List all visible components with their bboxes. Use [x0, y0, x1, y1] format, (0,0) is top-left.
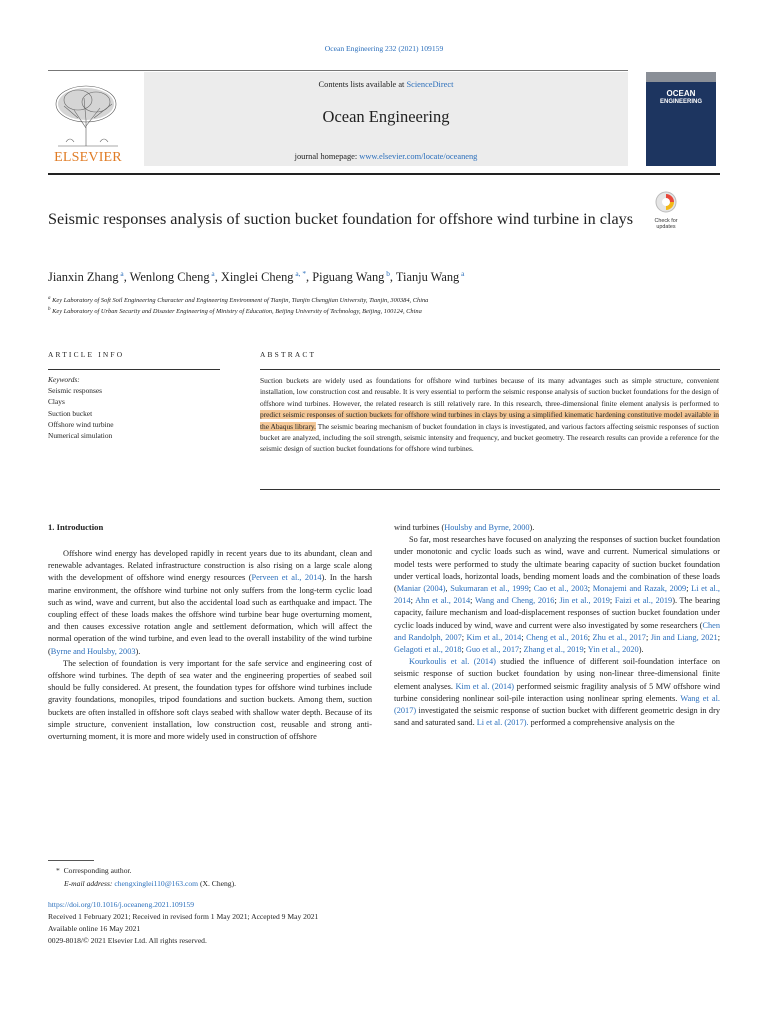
paragraph-text: studied the influence of different soil-foundation interface on seismic response of suction bucket foundation by using non-linear three-dimensional finite element analyses. — [394, 657, 720, 691]
keyword-item: Numerical simulation — [48, 431, 113, 441]
homepage-link[interactable]: www.elsevier.com/locate/oceaneng — [359, 152, 478, 161]
paragraph-text: ; — [645, 632, 651, 642]
paragraph-text: ; — [528, 584, 534, 594]
author-affiliation-mark[interactable]: b — [384, 269, 390, 278]
author-name[interactable]: Wenlong Cheng — [129, 270, 210, 285]
citation-link[interactable]: Cheng et al., 2016 — [526, 632, 588, 642]
affiliation-b: $^b$ Key Laboratory of Urban Security and Disaster Engineering of Ministry of Education, Beijing University of Technology, Beijing, 100124, China — [48, 307, 422, 316]
paragraph-text: ; — [583, 645, 588, 655]
author-separator: , — [306, 270, 313, 285]
footnote-rule — [48, 860, 94, 861]
journal-name: Ocean Engineering — [322, 107, 450, 126]
cover-title — [646, 90, 716, 106]
intro-paragraph-2 — [48, 658, 372, 743]
paragraph-text: performed a comprehensive analysis on the — [528, 718, 675, 728]
intro-paragraph-3 — [394, 534, 720, 656]
citation-link[interactable]: Perveen et al., 2014 — [251, 573, 322, 583]
author-affiliation-mark[interactable]: a — [209, 269, 215, 278]
paragraph-text: Offshore wind energy has developed rapidly in recent years due to its abundant, clean and renewable advantages. Related infrastructure construction is also rising on a large scale along with the development of offshore wind energy resources ( — [48, 549, 372, 583]
citation-link[interactable]: Zhang et al., 2019 — [523, 645, 584, 655]
intro-paragraph-4 — [394, 656, 720, 729]
paragraph-text: So far, most researches have focused on analyzing the responses of suction bucket foundation under monotonic and cyclic loads such as wind, wave and current. Numerical simulations or model tests were performed to study the ultimate bearing capacity of suction bucket foundation under vertical loads, horizontal loads, bending moment loads and the combination of these loads ( — [394, 535, 720, 594]
paragraph-text: wind turbines ( — [394, 523, 445, 532]
abstract-heading: ABSTRACT — [260, 350, 317, 359]
cover-title-line-2: ENGINEERING — [659, 99, 702, 105]
author-separator: , — [123, 270, 130, 285]
paragraph-text: ). In the harsh marine environment, the offshore wind turbine not only suffers from the long-term cyclic load such as wind, wave and current, but also the accidental load such as earthquake and impact. The coupling effect of these loads makes the offshore wind turbine bear huge overturning moment, and then causes excessive rotation angle and settlement deformation, which will affect the normal operation of the wind turbine, and even lead to the overall instability of the wind turbine ( — [48, 573, 372, 656]
citation-link[interactable]: Sukumaran et al., 1999 — [450, 584, 529, 594]
author-list — [48, 269, 688, 285]
paragraph-text: ; — [470, 596, 475, 606]
citation-link[interactable]: Kim et al., 2014 — [466, 632, 522, 642]
citation-link[interactable]: Houlsby and Byrne, 2000 — [444, 523, 530, 532]
citation-link[interactable]: Maniar (2004) — [396, 584, 446, 594]
author-affiliation-mark[interactable]: a, * — [293, 269, 307, 278]
sciencedirect-link[interactable]: ScienceDirect — [406, 80, 454, 89]
publisher-name: ELSEVIER — [54, 150, 122, 165]
abstract-rule-bottom — [260, 489, 720, 490]
author-separator: , — [214, 270, 221, 285]
paragraph-text: ). — [135, 646, 141, 656]
intro-paragraph-1 — [48, 548, 372, 658]
article-title: Seismic responses analysis of suction bucket foundation for offshore wind turbine in clays — [48, 210, 634, 228]
article-info-rule — [48, 369, 220, 370]
abstract-before: Suction buckets are widely used as foundations for offshore wind turbines because of its many advantages such as simple structure, convenient installation, low construction cost and reusable. It is very essential to perform the seismic response analysis of suction bucket foundations for the design of offshore wind turbines. However, the related research is still relatively rare. In this research, three-dimensional finite element analysis is performed to — [260, 376, 719, 408]
abstract-text — [260, 375, 719, 455]
citation-link[interactable]: Kim et al. (2014) — [455, 681, 515, 691]
citation-link[interactable]: Yin et al., 2020 — [587, 645, 639, 655]
journal-cover[interactable] — [646, 72, 716, 166]
header-rule — [48, 70, 628, 71]
keyword-item: Seismic responses — [48, 386, 102, 396]
paragraph-text: ; — [461, 645, 466, 655]
email-footnote: E-mail address: chengxinglei110@163.com (X. Cheng). — [64, 879, 237, 888]
email-link[interactable]: chengxinglei110@163.com — [114, 879, 199, 888]
paragraph-text: ; — [609, 596, 615, 606]
author-affiliation-mark[interactable]: a — [118, 269, 124, 278]
abstract-after: The seismic bearing mechanism of bucket foundation in clays is investigated, and various factors affecting seismic responses of suction bucket are analyzed, including the soil strength, seismic intensity and frequency, and bucket geometry. The research results can provide a reference for the seismic design of suction bucket foundations for offshore wind turbines. — [260, 421, 719, 454]
check-updates-icon — [648, 191, 684, 213]
intro-paragraph-continued — [394, 522, 720, 534]
citation-link[interactable]: Wang and Cheng, 2016 — [474, 596, 555, 606]
paragraph-text: ; — [587, 584, 593, 594]
citation-link[interactable]: Gelagoti et al., 2018 — [394, 645, 462, 655]
cover-band — [646, 72, 716, 82]
citation-link[interactable]: Kourkoulis et al. (2014) — [409, 657, 496, 667]
citation-link[interactable]: Zhu et al., 2017 — [592, 632, 646, 642]
keywords-label: Keywords: — [48, 375, 80, 384]
citation-link[interactable]: Chen and Randolph, 2007 — [394, 620, 720, 642]
keywords-block — [48, 374, 218, 441]
paragraph-text: performed seismic fragility analysis of 5 MW offshore wind turbine considering nonlinear soil-pile interaction using nonlinear spring elements. — [394, 681, 720, 703]
citation-link[interactable]: Byrne and Houlsby, 2003 — [50, 646, 136, 656]
paragraph-text: ; — [587, 632, 593, 642]
paragraph-text: ; — [686, 584, 692, 594]
available-online: Available online 16 May 2021 — [48, 924, 141, 933]
citation-link[interactable]: Faizi et al., 2019 — [614, 596, 673, 606]
paragraph-text: ; — [521, 632, 527, 642]
citation-link[interactable]: Li et al. (2017). — [476, 718, 529, 728]
citation-link[interactable]: Wang et al. (2017) — [394, 693, 720, 716]
journal-reference[interactable]: Ocean Engineering 232 (2021) 109159 — [324, 44, 444, 53]
paragraph-text: The selection of foundation is very important for the safe service and engineering cost of offshore wind turbines. The depth of sea water and the engineering properties of seabed soil should be fully considered. At present, the foundation types for offshore wind turbines include gravity foundations, monopiles, tripod foundations and suction buckets. Among them, suction buckets are often installed in offshore soft clays seabed with shallow water depth. Because of its simple structure, convenient installation, low construction cost, reusable and strong anti-overturning moment, it is more and more widely used in construction of offshore — [48, 658, 372, 742]
paragraph-text: ). — [529, 523, 535, 532]
citation-link[interactable]: Jin and Liang, 2021 — [650, 632, 718, 642]
contents-prefix: Contents lists available at — [318, 80, 407, 89]
keyword-item: Clays — [48, 397, 65, 407]
paragraph-text: ). The bearing capacity, failure mechanism and load-displacement responses of suction bucket foundation under cyclic loads induced by wind, wave and current were also investigated by some researchers ( — [394, 596, 720, 630]
article-info-heading: ARTICLE INFO — [48, 350, 125, 359]
cover-title-line-1: OCEAN — [666, 89, 696, 98]
left-column — [48, 548, 372, 743]
affiliation-a: $^a$ Key Laboratory of Soft Soil Engineering Character and Engineering Environment of Tianjin, Tianjin Chengjian University, Tianjin, 300384, China — [48, 296, 429, 305]
right-column — [394, 522, 720, 729]
paragraph-text: ; — [410, 596, 416, 606]
abstract-rule-top — [260, 369, 720, 370]
keyword-item: Suction bucket — [48, 408, 93, 418]
homepage-prefix: journal homepage: — [294, 152, 360, 161]
received-dates: Received 1 February 2021; Received in revised form 1 May 2021; Accepted 9 May 2021 — [48, 912, 319, 921]
badge-line-1: Check for — [654, 218, 678, 224]
contents-line — [144, 80, 628, 89]
check-for-updates-badge[interactable] — [648, 191, 684, 229]
abstract-highlight: predict seismic responses of suction buckets for offshore wind turbines in clays by using a simplified kinematic hardening constitutive model available in the Abaqus library. — [260, 410, 719, 431]
keyword-item: Offshore wind turbine — [48, 419, 114, 429]
badge-line-2: updates — [656, 224, 676, 230]
paragraph-text: , — [445, 584, 451, 594]
author-name[interactable]: Jianxin Zhang — [48, 270, 119, 285]
citation-link[interactable]: Li et al., 2014 — [394, 584, 720, 606]
journal-homepage — [144, 152, 628, 161]
citation-link[interactable]: Cao et al., 2003 — [533, 584, 588, 594]
citation-link[interactable]: Guo et al., 2017 — [465, 645, 520, 655]
author-name[interactable]: Tianju Wang — [395, 270, 460, 285]
author-separator: , — [389, 270, 396, 285]
author-affiliation-mark[interactable]: a — [459, 269, 465, 278]
citation-link[interactable]: Ahn et al., 2014 — [415, 596, 471, 606]
paragraph-text: ). — [638, 645, 644, 655]
copyright-line: 0029-8018/© 2021 Elsevier Ltd. All rights reserved. — [48, 936, 207, 945]
section-heading-introduction: 1. Introduction — [48, 522, 104, 532]
citation-link[interactable]: Monajemi and Razak, 2009 — [592, 584, 687, 594]
paragraph-text: ; — [461, 632, 467, 642]
author-name[interactable]: Xinglei Cheng — [220, 270, 294, 285]
paragraph-text: ; — [717, 632, 720, 642]
paragraph-text: ; — [519, 645, 524, 655]
author-name[interactable]: Piguang Wang — [312, 270, 385, 285]
masthead-rule — [48, 173, 720, 175]
paragraph-text: investigated the seismic response of suction bucket with different geometric design in dry sand and saturated sand. — [394, 706, 720, 728]
corresponding-footnote: * Corresponding author. — [56, 866, 132, 875]
paragraph-text: ; — [554, 596, 560, 606]
citation-link[interactable]: Jin et al., 2019 — [559, 596, 610, 606]
doi-link[interactable]: https://doi.org/10.1016/j.oceaneng.2021.109159 — [48, 900, 195, 909]
